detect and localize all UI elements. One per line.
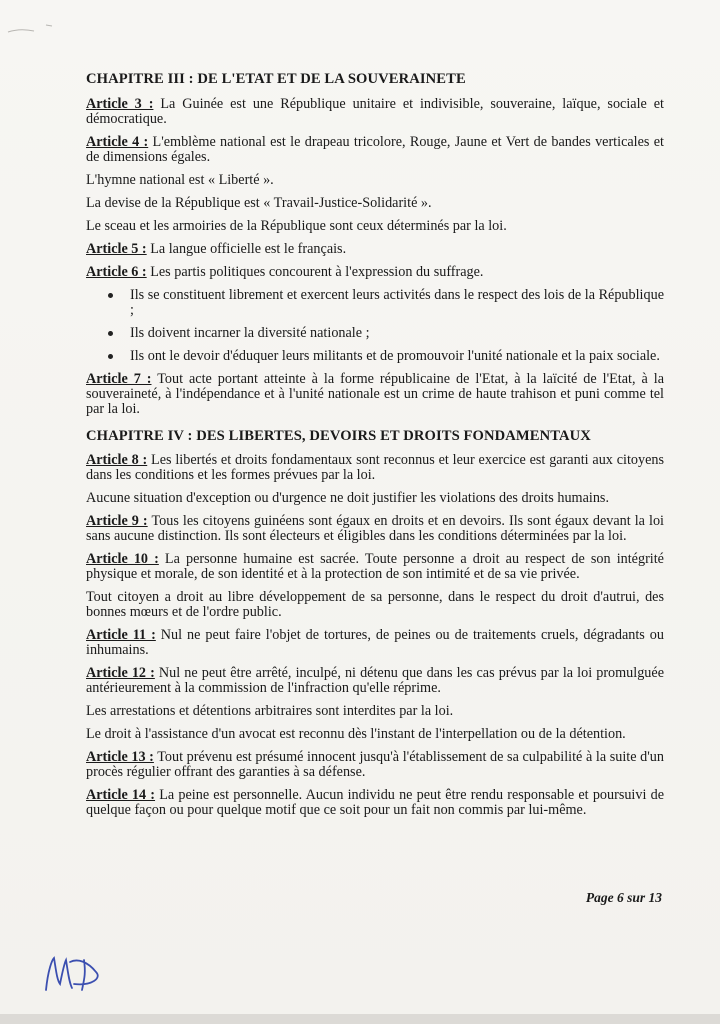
paragraph-hymne: L'hymne national est « Liberté ».: [86, 172, 274, 188]
article-12-label: Article 12 :: [86, 665, 155, 681]
article-12-text: Nul ne peut être arrêté, inculpé, ni détenu que dans les cas prévus par la loi promulguée antérieurement à la commission de l'infraction qu'elle réprime.: [86, 665, 664, 696]
article-3-text: La Guinée est une République unitaire et indivisible, souveraine, laïque, sociale et démocratique.: [86, 96, 664, 127]
article-14-text: La peine est personnelle. Aucun individu ne peut être rendu responsable et poursuivi de quelque façon ou pour quelque motif que ce soit pour un fait non commis par lui-même.: [86, 787, 664, 818]
article-4-text: L'emblème national est le drapeau tricolore, Rouge, Jaune et Vert de bandes verticales et de dimensions égales.: [86, 134, 664, 165]
article-13-text: Tout prévenu est présumé innocent jusqu'à l'établissement de sa culpabilité à la suite d'un procès régulier offrant des garanties à sa défense.: [86, 749, 664, 780]
scan-mark-icon: [6, 22, 66, 42]
article-6-label: Article 6 :: [86, 264, 147, 280]
chapter-3-title: CHAPITRE III : DE L'ETAT ET DE LA SOUVERAINETE: [86, 71, 466, 87]
article-10: [86, 552, 664, 582]
article-10-text: La personne humaine est sacrée. Toute personne a droit au respect de son intégrité physique et morale, de son identité et à la protection de son intimité et de sa vie privée.: [86, 551, 664, 582]
article-9-label: Article 9 :: [86, 513, 148, 529]
list-item: Ils ont le devoir d'éduquer leurs militants et de promouvoir l'unité nationale et la paix sociale.: [130, 349, 664, 364]
page-number: Page 6 sur 13: [585, 890, 662, 905]
article-7-label: Article 7 :: [86, 371, 152, 387]
article-8: [86, 453, 664, 483]
list-item: Ils doivent incarner la diversité nationale ;: [130, 326, 664, 341]
article-5-label: Article 5 :: [86, 241, 147, 257]
article-9-text: Tous les citoyens guinéens sont égaux en droits et en devoirs. Ils sont égaux devant la loi sans aucune distinction. Ils sont électeurs et éligibles dans les conditions déterminées par la loi.: [86, 513, 664, 544]
chapter-4-title: CHAPITRE IV : DES LIBERTES, DEVOIRS ET DROITS FONDAMENTAUX: [86, 428, 591, 444]
list-item: Ils se constituent librement et exercent leurs activités dans le respect des lois de la République ;: [130, 287, 664, 318]
article-4: [86, 135, 664, 165]
article-10-label: Article 10 :: [86, 551, 159, 567]
paragraph-arrestations: Les arrestations et détentions arbitraires sont interdites par la loi.: [86, 703, 454, 719]
signature-initials-icon: [40, 940, 120, 1000]
article-7-text: Tout acte portant atteinte à la forme républicaine de l'Etat, à la laïcité de l'Etat, à la souveraineté, à l'indépendance et à l'unité nationale est un crime de haute trahison et puni comme tel par la loi.: [86, 371, 664, 417]
article-8-label: Article 8 :: [86, 452, 148, 468]
paragraph-developpement: Tout citoyen a droit au libre développement de sa personne, dans le respect du droit d'autrui, des bonnes mœurs et de l'ordre public.: [86, 589, 664, 620]
article-6-text: Les partis politiques concourent à l'expression du suffrage.: [146, 264, 484, 280]
article-14: [86, 788, 664, 818]
article-11: [86, 628, 664, 658]
article-5: [86, 242, 664, 257]
article-9: [86, 514, 664, 544]
page-bottom-edge: [0, 1014, 720, 1024]
paragraph-avocat: Le droit à l'assistance d'un avocat est reconnu dès l'instant de l'interpellation ou de la détention.: [86, 726, 626, 742]
document-content: [86, 72, 664, 826]
article-13: [86, 750, 664, 780]
article-6-list: [86, 288, 664, 364]
article-11-text: Nul ne peut faire l'objet de tortures, de peines ou de traitements cruels, dégradants ou inhumains.: [86, 627, 664, 658]
article-3: [86, 97, 664, 127]
article-6: [86, 265, 664, 280]
article-14-label: Article 14 :: [86, 787, 156, 803]
article-13-label: Article 13 :: [86, 749, 154, 765]
paragraph-devise: La devise de la République est « Travail-Justice-Solidarité ».: [86, 195, 432, 211]
article-12: [86, 666, 664, 696]
article-4-label: Article 4 :: [86, 134, 149, 150]
article-5-text: La langue officielle est le français.: [146, 241, 347, 257]
paragraph-exception: Aucune situation d'exception ou d'urgence ne doit justifier les violations des droits humains.: [86, 490, 609, 506]
article-8-text: Les libertés et droits fondamentaux sont reconnus et leur exercice est garanti aux citoyens dans les conditions et les formes prévues par la loi.: [86, 452, 664, 483]
article-7: [86, 372, 664, 417]
article-11-label: Article 11 :: [86, 627, 156, 643]
article-3-label: Article 3 :: [86, 96, 154, 112]
paragraph-sceau: Le sceau et les armoiries de la République sont ceux déterminés par la loi.: [86, 218, 507, 234]
